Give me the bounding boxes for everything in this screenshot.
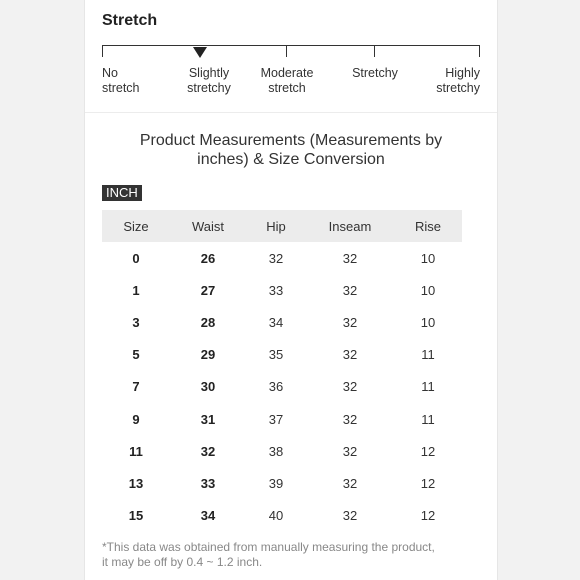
cell-waist: 29	[200, 347, 216, 363]
cell-inseam: 32	[342, 282, 358, 298]
cell-inseam: 32	[342, 443, 358, 459]
stretch-label-no-stretch: No stretch	[102, 66, 140, 95]
unit-badge: INCH	[102, 185, 142, 201]
column-header-hip: Hip	[246, 210, 306, 242]
cell-inseam: 32	[342, 411, 358, 427]
cell-inseam: 32	[342, 508, 358, 524]
table-row	[102, 274, 462, 306]
measurement-footnote: *This data was obtained from manually measuring the product, it may be off by 0.4 ~ 1.2 inch.	[102, 540, 435, 569]
stretch-tick-no-stretch	[102, 45, 103, 57]
cell-waist: 28	[200, 314, 216, 330]
cell-size: 15	[128, 508, 144, 524]
table-row	[102, 306, 462, 338]
cell-rise: 12	[420, 508, 436, 524]
column-header-rise: Rise	[394, 210, 462, 242]
cell-inseam: 32	[342, 314, 358, 330]
table-row	[102, 500, 462, 532]
table-row	[102, 403, 462, 435]
cell-waist: 27	[200, 282, 216, 298]
cell-waist: 30	[200, 379, 216, 395]
cell-hip: 39	[268, 475, 284, 491]
stretch-scale	[102, 45, 480, 58]
cell-hip: 35	[268, 347, 284, 363]
cell-rise: 12	[420, 475, 436, 491]
cell-hip: 33	[268, 282, 284, 298]
stretch-tick-stretchy	[374, 45, 375, 57]
cell-waist: 32	[200, 443, 216, 459]
size-chart-table	[102, 210, 462, 532]
cell-waist: 31	[200, 411, 216, 427]
cell-rise: 12	[420, 443, 436, 459]
cell-hip: 37	[268, 411, 284, 427]
column-header-waist: Waist	[170, 210, 246, 242]
section-divider	[85, 112, 497, 113]
stretch-label-highly-stretchy: Highly stretchy	[436, 66, 480, 95]
cell-rise: 10	[420, 314, 436, 330]
cell-hip: 34	[268, 314, 284, 330]
table-row	[102, 467, 462, 499]
stretch-level-marker-icon	[193, 47, 207, 58]
size-chart-body	[102, 242, 462, 532]
cell-hip: 36	[268, 379, 284, 395]
cell-hip: 32	[268, 250, 284, 266]
measurements-title: Product Measurements (Measurements by inches) & Size Conversion	[139, 132, 443, 168]
table-row	[102, 242, 462, 274]
cell-size: 0	[132, 250, 140, 266]
product-detail-card	[84, 0, 498, 580]
cell-rise: 10	[420, 282, 436, 298]
cell-waist: 34	[200, 508, 216, 524]
cell-size: 9	[132, 411, 140, 427]
cell-rise: 11	[421, 347, 435, 363]
cell-rise: 10	[420, 250, 436, 266]
cell-inseam: 32	[342, 379, 358, 395]
cell-size: 7	[132, 379, 140, 395]
stretch-scale-line	[102, 45, 480, 46]
cell-size: 1	[132, 282, 140, 298]
stretch-tick-moderate	[286, 45, 287, 57]
column-header-size: Size	[102, 210, 170, 242]
cell-waist: 26	[200, 250, 216, 266]
stretch-tick-highly	[479, 45, 480, 57]
stretch-label-stretchy: Stretchy	[352, 66, 398, 80]
cell-waist: 33	[200, 475, 216, 491]
column-header-inseam: Inseam	[306, 210, 394, 242]
cell-hip: 38	[268, 443, 284, 459]
table-row	[102, 339, 462, 371]
cell-size: 3	[132, 314, 140, 330]
cell-hip: 40	[268, 508, 284, 524]
cell-size: 11	[129, 443, 143, 459]
stretch-label-slightly-stretchy: Slightly stretchy	[187, 66, 231, 95]
cell-inseam: 32	[342, 475, 358, 491]
cell-inseam: 32	[342, 347, 358, 363]
cell-inseam: 32	[342, 250, 358, 266]
stretch-heading: Stretch	[102, 12, 158, 29]
table-header-row	[102, 210, 462, 242]
cell-size: 13	[128, 475, 144, 491]
table-row	[102, 435, 462, 467]
cell-rise: 11	[421, 379, 435, 395]
cell-rise: 11	[421, 411, 435, 427]
cell-size: 5	[132, 347, 140, 363]
stretch-label-moderate-stretch: Moderate stretch	[260, 66, 314, 95]
table-row	[102, 371, 462, 403]
